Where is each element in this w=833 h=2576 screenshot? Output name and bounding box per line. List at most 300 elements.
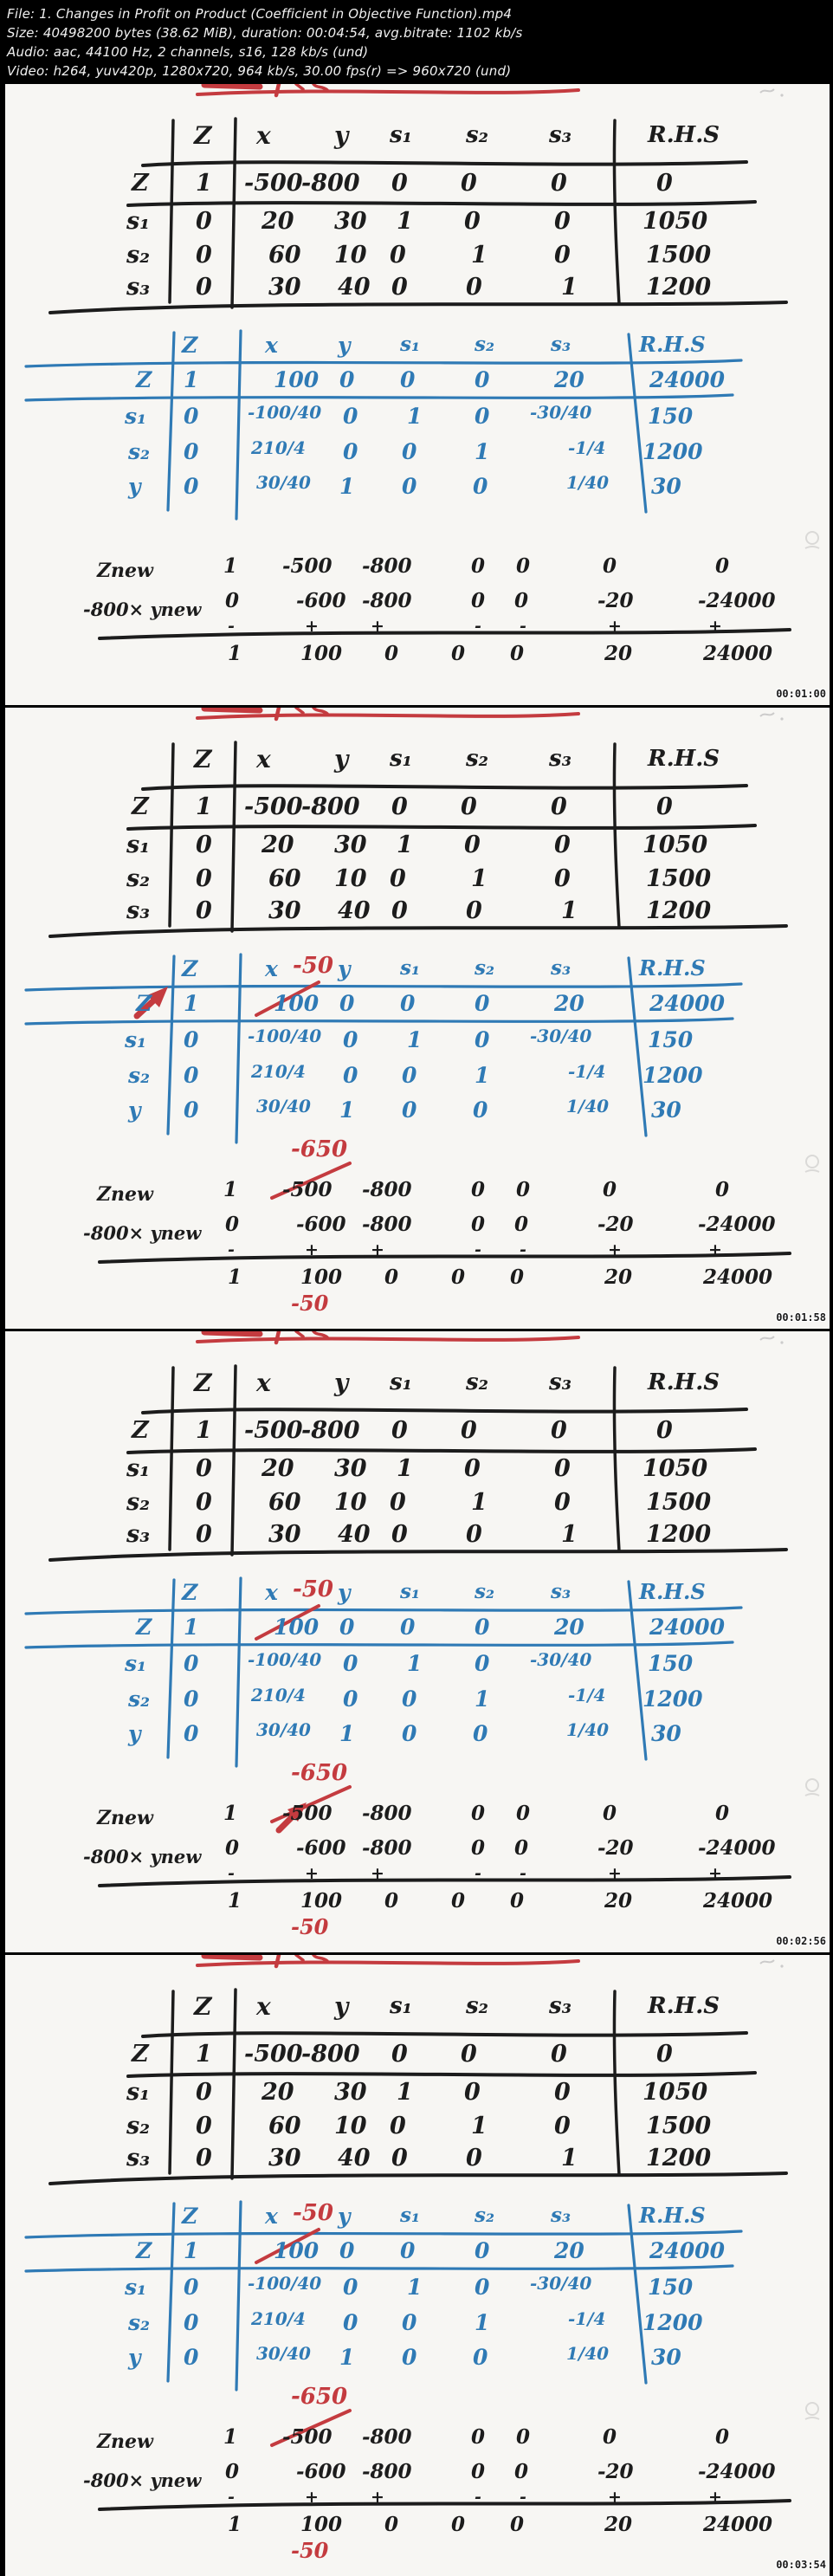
sum-cell: 1 <box>228 1889 242 1913</box>
tableau-cell: -100/40 <box>248 1026 322 1046</box>
column-header: s₂ <box>475 956 495 980</box>
tableau-cell: 1050 <box>643 2079 708 2106</box>
carry-sign: + <box>708 617 722 636</box>
working-cell: -24000 <box>698 589 776 612</box>
tableau-cell: 60 <box>268 865 301 892</box>
working-cell: 0 <box>715 2425 730 2449</box>
media-info-video-line: Video: h264, yuv420p, 1280x720, 964 kb/s, 30.00 fps(r) => 960x720 (und) <box>7 63 512 79</box>
carry-sign: + <box>371 2488 384 2507</box>
tableau-cell: 40 <box>338 274 371 301</box>
working-cell: 0 <box>471 1178 486 1201</box>
carry-sign: - <box>520 617 526 636</box>
working-cell: 0 <box>225 1213 240 1236</box>
tableau-cell: 0 <box>464 2079 481 2106</box>
tableau-cell: 0 <box>339 1615 355 1640</box>
column-header: s₃ <box>551 1580 571 1603</box>
column-header: y <box>334 121 349 150</box>
tableau-cell: 150 <box>648 404 694 429</box>
working-cell: -800 <box>362 1213 412 1236</box>
frame-timestamp: 00:01:58 <box>776 1311 826 1324</box>
row-label: Z <box>132 2041 149 2068</box>
tableau-cell: 0 <box>554 1455 571 1482</box>
tableau-cell: 1 <box>475 439 490 464</box>
tableau-cell: 20 <box>262 2079 294 2106</box>
tableau-cell: 1 <box>561 2145 578 2171</box>
frame-timestamp: 00:01:00 <box>776 688 826 700</box>
column-header: s₂ <box>466 1369 489 1395</box>
tableau-cell: 1 <box>475 2310 490 2335</box>
tableau-cell: 0 <box>400 367 416 392</box>
tableau-cell: 0 <box>391 1417 408 1444</box>
tableau-cell: 1500 <box>646 2113 712 2139</box>
carry-sign: + <box>708 1240 722 1259</box>
tableau-cell: 210/4 <box>251 437 306 458</box>
tableau-cell: 0 <box>554 208 571 235</box>
working-cell: 0 <box>715 1802 730 1825</box>
column-header: s₁ <box>390 1993 413 2019</box>
tableau-cell: 0 <box>196 897 212 924</box>
tableau-cell: 30 <box>334 208 367 235</box>
column-header: s₂ <box>475 2204 495 2227</box>
tableau-cell: 0 <box>196 2113 212 2139</box>
tableau-cell: 20 <box>262 1455 294 1482</box>
working-cell: 0 <box>225 2460 240 2483</box>
carry-sign: + <box>371 1240 384 1259</box>
tableau-cell: -800 <box>301 1417 360 1444</box>
tableau-cell: 1 <box>407 1651 423 1676</box>
row-label: y <box>128 474 141 499</box>
tableau-cell: 40 <box>338 897 371 924</box>
tableau-cell: 1500 <box>646 1489 712 1516</box>
tableau-cell: -30/40 <box>530 1026 592 1046</box>
column-header: x <box>265 956 278 981</box>
column-header: y <box>334 1992 349 2021</box>
tableau-cell: 0 <box>464 832 481 858</box>
frame-border-right <box>830 1331 833 1952</box>
tableau-cell: 0 <box>343 1686 358 1712</box>
working-cell: -800 <box>362 554 412 578</box>
tableau-cell: 1200 <box>646 897 712 924</box>
column-header: Z <box>194 1992 212 2021</box>
working-cell: 0 <box>516 554 531 578</box>
row-label: s₁ <box>125 2275 147 2300</box>
working-cell: 1 <box>223 1178 238 1201</box>
tableau-cell: 0 <box>475 404 490 429</box>
tableau-cell: 0 <box>196 1521 212 1548</box>
frame-border-left <box>0 1331 5 1952</box>
tableau-cell: 1 <box>471 865 488 892</box>
tableau-cell: 0 <box>339 2238 355 2263</box>
tableau-cell: 1050 <box>643 1455 708 1482</box>
carry-sign: + <box>708 1864 722 1883</box>
column-header: R.H.S <box>639 955 706 981</box>
tableau-cell: 20 <box>554 991 584 1016</box>
carry-sign: + <box>305 1240 319 1259</box>
column-header: s₁ <box>400 956 421 980</box>
tableau-cell: 150 <box>648 1027 694 1052</box>
sum-cell: 0 <box>451 1889 466 1913</box>
row-label: Z <box>136 1615 152 1640</box>
tableau-cell: 1/40 <box>566 472 610 493</box>
tableau-cell: 0 <box>196 1455 212 1482</box>
tableau-cell: 0 <box>184 1651 199 1676</box>
working-cell: -500 <box>282 1802 333 1825</box>
working-row-label: -800× ynew <box>83 2469 202 2491</box>
tableau-cell: 0 <box>554 832 571 858</box>
tableau-cell: -500 <box>244 2041 303 2068</box>
tableau-cell: 24000 <box>649 367 725 392</box>
carry-sign: - <box>475 617 481 636</box>
working-cell: -800 <box>362 1836 412 1860</box>
tableau-cell: 20 <box>554 367 584 392</box>
sum-cell: 20 <box>604 642 633 665</box>
working-cell: -20 <box>597 1213 634 1236</box>
working-row-label: Znew <box>97 1183 153 1206</box>
carry-sign: - <box>520 1864 526 1883</box>
tableau-cell: 0 <box>343 1027 358 1052</box>
tableau-cell: 0 <box>466 274 482 301</box>
tableau-cell: 30 <box>334 1455 367 1482</box>
column-header: R.H.S <box>648 746 720 772</box>
sum-cell: 24000 <box>703 2513 773 2536</box>
tableau-cell: -30/40 <box>530 402 592 423</box>
tableau-cell: 0 <box>390 242 406 269</box>
tableau-cell: 0 <box>391 2145 408 2171</box>
tableau-cell: 0 <box>184 474 199 499</box>
sum-cell: 0 <box>451 1265 466 1289</box>
sum-cell: 0 <box>384 1265 399 1289</box>
media-info-audio-line: Audio: aac, 44100 Hz, 2 channels, s16, 128 kb/s (und) <box>7 44 369 60</box>
red-note-z-delta: -650 <box>291 1760 348 1786</box>
tableau-cell: 0 <box>196 274 212 301</box>
column-header: s₁ <box>390 122 413 148</box>
column-header: y <box>338 956 351 981</box>
tableau-cell: 24000 <box>649 991 725 1016</box>
working-cell: -500 <box>282 2425 333 2449</box>
tableau-cell: 0 <box>554 865 571 892</box>
tableau-cell: 1 <box>339 2345 355 2370</box>
tableau-cell: -800 <box>301 793 360 820</box>
carry-sign: + <box>608 2488 622 2507</box>
red-note-z-delta: -650 <box>291 1136 348 1162</box>
column-header: s₂ <box>466 1993 489 2019</box>
tableau-cell: 1 <box>407 2275 423 2300</box>
working-cell: 0 <box>471 2460 486 2483</box>
column-header: R.H.S <box>648 1369 720 1395</box>
column-header: y <box>338 333 351 358</box>
tableau-cell: 0 <box>184 2275 199 2300</box>
sum-cell: 100 <box>300 1265 343 1289</box>
column-header: R.H.S <box>639 1579 706 1604</box>
column-header: x <box>256 1992 271 2021</box>
working-cell: -24000 <box>698 2460 776 2483</box>
tableau-cell: 0 <box>656 170 673 197</box>
working-cell: 0 <box>514 1836 529 1860</box>
frame-border-left <box>0 1955 5 2576</box>
tableau-cell: 0 <box>473 1721 488 1746</box>
working-cell: 0 <box>514 589 529 612</box>
row-label: s₂ <box>128 2310 151 2335</box>
working-cell: -800 <box>362 2460 412 2483</box>
sum-cell: 20 <box>604 1265 633 1289</box>
tableau-cell: 1 <box>475 1686 490 1712</box>
column-header: Z <box>182 333 198 358</box>
tableau-cell: 1 <box>196 1417 212 1444</box>
red-note-header-delta: -50 <box>293 1576 333 1602</box>
video-frame-4 <box>0 1952 833 2576</box>
red-note-z-delta: -650 <box>291 2384 348 2410</box>
sum-cell: 24000 <box>703 1265 773 1289</box>
column-header: x <box>265 1580 278 1605</box>
row-label: s₁ <box>125 1027 147 1052</box>
tableau-cell: 30/40 <box>256 1096 311 1116</box>
row-label: Z <box>132 1417 149 1444</box>
tableau-cell: -1/4 <box>568 1685 606 1705</box>
red-note-sum-delta: -50 <box>291 1914 329 1939</box>
working-cell: 0 <box>603 1802 617 1825</box>
carry-sign: - <box>228 1240 235 1259</box>
tableau-cell: 0 <box>464 208 481 235</box>
tableau-cell: 100 <box>274 2238 320 2263</box>
column-header: s₃ <box>549 122 572 148</box>
tableau-cell: 30 <box>268 897 301 924</box>
frame-timestamp: 00:02:56 <box>776 1935 826 1947</box>
tableau-cell: 0 <box>554 1489 571 1516</box>
tableau-cell: 0 <box>196 242 212 269</box>
tableau-cell: 1050 <box>643 208 708 235</box>
tableau-cell: 100 <box>274 991 320 1016</box>
tableau-cell: -30/40 <box>530 1649 592 1670</box>
tableau-cell: 0 <box>475 2275 490 2300</box>
column-header: s₃ <box>549 746 572 772</box>
carry-sign: + <box>305 2488 319 2507</box>
row-label: Z <box>132 170 149 197</box>
column-header: y <box>334 745 349 773</box>
tableau-cell: 10 <box>334 242 367 269</box>
column-header: s₁ <box>400 2204 421 2227</box>
working-cell: -600 <box>296 1836 346 1860</box>
tableau-cell: 1 <box>561 897 578 924</box>
tableau-cell: 0 <box>554 2079 571 2106</box>
column-header: R.H.S <box>639 332 706 357</box>
tableau-cell: 0 <box>554 242 571 269</box>
working-cell: 0 <box>516 1802 531 1825</box>
tableau-cell: 40 <box>338 1521 371 1548</box>
tableau-cell: 0 <box>196 832 212 858</box>
media-info-file-line: File: 1. Changes in Profit on Product (Coefficient in Objective Function).mp4 <box>7 6 513 22</box>
column-header: R.H.S <box>639 2203 706 2228</box>
tableau-cell: 1200 <box>643 439 703 464</box>
tableau-cell: 20 <box>262 832 294 858</box>
media-info-size-line: Size: 40498200 bytes (38.62 MiB), duration: 00:04:54, avg.bitrate: 1102 kb/s <box>7 25 523 41</box>
frame-timestamp: 00:03:54 <box>776 2559 826 2571</box>
working-cell: 0 <box>225 1836 240 1860</box>
tableau-cell: 0 <box>390 1489 406 1516</box>
tableau-cell: 0 <box>656 793 673 820</box>
tableau-cell: 1 <box>471 1489 488 1516</box>
tableau-cell: 1 <box>397 2079 413 2106</box>
row-label: s₂ <box>126 1489 151 1516</box>
sum-cell: 0 <box>451 642 466 665</box>
tableau-cell: 30 <box>651 2345 681 2370</box>
column-header: s₂ <box>475 1580 495 1603</box>
tableau-cell: -1/4 <box>568 1061 606 1082</box>
tableau-cell: 20 <box>554 1615 584 1640</box>
tableau-cell: 10 <box>334 865 367 892</box>
tableau-cell: 0 <box>343 404 358 429</box>
column-header: x <box>256 1369 271 1397</box>
working-cell: -800 <box>362 589 412 612</box>
tableau-cell: 1 <box>475 1063 490 1088</box>
tableau-cell: 0 <box>343 1063 358 1088</box>
tableau-cell: -100/40 <box>248 2273 322 2294</box>
tableau-cell: 0 <box>339 367 355 392</box>
row-label: y <box>128 1721 141 1746</box>
working-cell: 0 <box>603 2425 617 2449</box>
working-cell: 0 <box>516 2425 531 2449</box>
column-header: s₁ <box>400 333 421 356</box>
tableau-cell: 0 <box>554 2113 571 2139</box>
working-cell: -500 <box>282 1178 333 1201</box>
tableau-cell: 1 <box>196 2041 212 2068</box>
frame-border-left <box>0 708 5 1329</box>
row-label: s₁ <box>126 2079 151 2106</box>
frame-border-right <box>830 708 833 1329</box>
tableau-cell: 30/40 <box>256 1719 311 1740</box>
tableau-cell: 1 <box>339 474 355 499</box>
tableau-cell: 0 <box>464 1455 481 1482</box>
tableau-cell: 0 <box>390 865 406 892</box>
tableau-cell: 0 <box>196 1489 212 1516</box>
sum-cell: 0 <box>510 1265 525 1289</box>
column-header: s₁ <box>400 1580 421 1603</box>
tableau-cell: 30 <box>268 2145 301 2171</box>
tableau-cell: 0 <box>391 170 408 197</box>
row-label: s₂ <box>126 242 151 269</box>
tableau-cell: -100/40 <box>248 402 322 423</box>
tableau-cell: 0 <box>184 1686 199 1712</box>
working-row-label: -800× ynew <box>83 1846 202 1867</box>
tableau-cell: 0 <box>196 2145 212 2171</box>
working-cell: -20 <box>597 589 634 612</box>
tableau-cell: 0 <box>473 474 488 499</box>
tableau-cell: 0 <box>551 793 567 820</box>
video-frame-2 <box>0 705 833 1329</box>
row-label: s₁ <box>126 208 151 235</box>
video-frame-3 <box>0 1329 833 1952</box>
carry-sign: + <box>608 1240 622 1259</box>
working-cell: 0 <box>471 1802 486 1825</box>
sum-cell: 0 <box>384 642 399 665</box>
tableau-cell: 0 <box>402 1721 417 1746</box>
tableau-cell: 0 <box>196 2079 212 2106</box>
column-header: y <box>338 1580 351 1605</box>
tableau-cell: 0 <box>400 1615 416 1640</box>
tableau-cell: 0 <box>391 2041 408 2068</box>
frames-container <box>0 81 833 2576</box>
sum-cell: 20 <box>604 1889 633 1913</box>
row-label: s₃ <box>126 2145 151 2171</box>
tableau-cell: -500 <box>244 1417 303 1444</box>
tableau-cell: 0 <box>475 367 490 392</box>
working-cell: 1 <box>223 2425 238 2449</box>
tableau-cell: 0 <box>656 2041 673 2068</box>
tableau-cell: -500 <box>244 793 303 820</box>
row-label: s₃ <box>126 897 151 924</box>
tableau-cell: 1500 <box>646 242 712 269</box>
working-cell: -600 <box>296 2460 346 2483</box>
carry-sign: + <box>608 1864 622 1883</box>
row-label: s₃ <box>126 274 151 301</box>
tableau-cell: 30 <box>651 1721 681 1746</box>
row-label: s₂ <box>126 865 151 892</box>
column-header: y <box>334 1369 349 1397</box>
working-cell: 0 <box>514 2460 529 2483</box>
tableau-cell: 30/40 <box>256 472 311 493</box>
row-label: s₂ <box>128 439 151 464</box>
column-header: x <box>265 333 278 358</box>
row-label: s₁ <box>125 1651 147 1676</box>
frame-border-left <box>0 84 5 705</box>
carry-sign: - <box>228 1864 235 1883</box>
tableau-cell: 1200 <box>643 1686 703 1712</box>
tableau-cell: 210/4 <box>251 1685 306 1705</box>
tableau-cell: 1 <box>184 1615 199 1640</box>
tableau-cell: 210/4 <box>251 1061 306 1082</box>
tableau-cell: 1200 <box>643 2310 703 2335</box>
tableau-cell: 10 <box>334 1489 367 1516</box>
sum-cell: 1 <box>228 1265 242 1289</box>
tableau-cell: 1 <box>407 1027 423 1052</box>
column-header: s₃ <box>551 333 571 356</box>
working-cell: 1 <box>223 1802 238 1825</box>
working-row-label: -800× ynew <box>83 1222 202 1244</box>
tableau-cell: 0 <box>343 439 358 464</box>
working-cell: -20 <box>597 2460 634 2483</box>
working-cell: 0 <box>471 2425 486 2449</box>
tableau-cell: 0 <box>184 2345 199 2370</box>
media-info-header <box>0 0 833 81</box>
row-label: s₂ <box>126 2113 151 2139</box>
tableau-cell: 1500 <box>646 865 712 892</box>
red-note-sum-delta: -50 <box>291 1291 329 1316</box>
tableau-cell: 0 <box>466 2145 482 2171</box>
sum-cell: 100 <box>300 642 343 665</box>
tableau-cell: 0 <box>391 274 408 301</box>
tableau-cell: 100 <box>274 367 320 392</box>
tableau-cell: 210/4 <box>251 2308 306 2329</box>
column-header: Z <box>182 1580 198 1605</box>
tableau-cell: 0 <box>400 2238 416 2263</box>
tableau-cell: 30 <box>651 474 681 499</box>
tableau-cell: 150 <box>648 1651 694 1676</box>
tableau-cell: 1/40 <box>566 1096 610 1116</box>
working-cell: -24000 <box>698 1213 776 1236</box>
sum-cell: 0 <box>451 2513 466 2536</box>
tableau-cell: -1/4 <box>568 437 606 458</box>
tableau-cell: 0 <box>343 2310 358 2335</box>
carry-sign: + <box>305 1864 319 1883</box>
tableau-cell: 10 <box>334 2113 367 2139</box>
row-label: s₁ <box>126 1455 151 1482</box>
column-header: Z <box>194 1369 212 1397</box>
carry-sign: + <box>305 617 319 636</box>
tableau-cell: 30 <box>651 1097 681 1123</box>
column-header: x <box>256 121 271 150</box>
sum-cell: 1 <box>228 642 242 665</box>
carry-sign: - <box>228 617 235 636</box>
working-cell: -800 <box>362 1802 412 1825</box>
